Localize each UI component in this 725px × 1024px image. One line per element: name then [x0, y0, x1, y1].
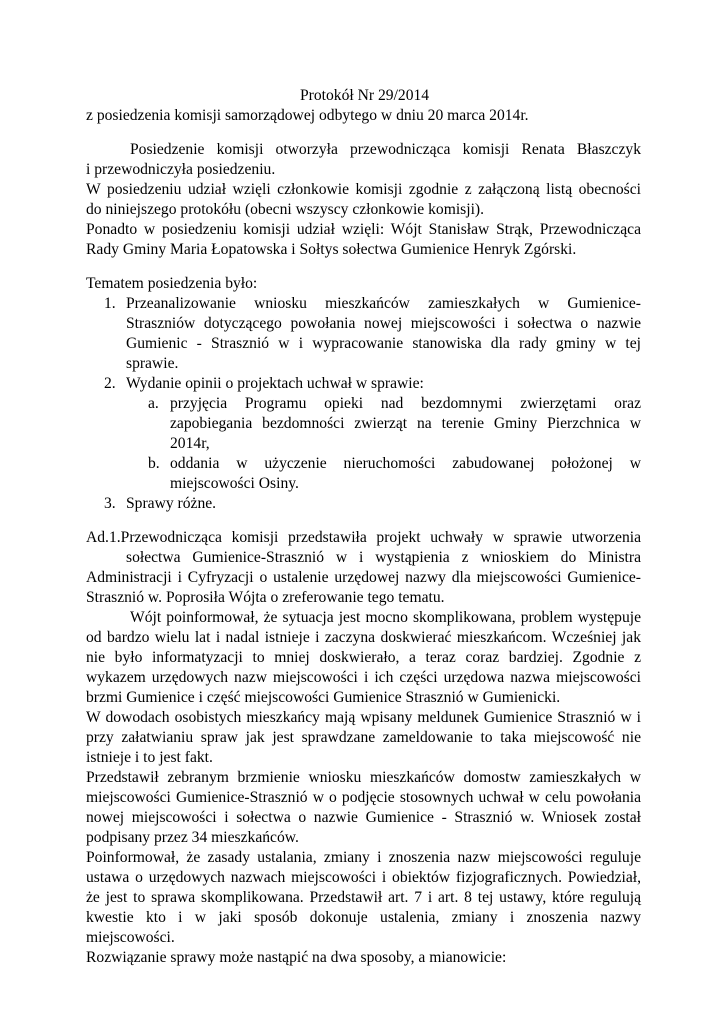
- ad1-line: istnieje i to jest fakt.: [86, 749, 213, 766]
- ad1-line: sołectwa Gumienice-Strasznió w i wystąpienia z wnioskiem do Ministra: [126, 549, 641, 566]
- intro-line: Ponadto w posiedzeniu komisji udział wzięli: Wójt Stanisław Strąk, Przewodnicząca: [86, 221, 641, 238]
- agenda-item-line: Wydanie opinii o projektach uchwał w sprawie:: [126, 375, 424, 392]
- protocol-subtitle: z posiedzenia komisji samorządowej odbytego w dniu 20 marca 2014r.: [86, 107, 529, 124]
- list-letter: a.: [148, 395, 159, 412]
- intro-line: Rady Gminy Maria Łopatowska i Sołtys sołectwa Gumienice Henryk Zgórski.: [86, 241, 577, 258]
- ad1-line: Poinformował, że zasady ustalania, zmiany i znoszenia nazw miejscowości reguluje: [86, 849, 641, 866]
- intro-line: do niniejszego protokółu (obecni wszyscy członkowie komisji).: [86, 201, 484, 218]
- ad1-line: miejscowości.: [86, 929, 175, 946]
- agenda-subitem-line: przyjęcia Programu opieki nad bezdomnymi zwierzętami oraz: [170, 395, 641, 412]
- agenda-item-line: Straszniów dotyczącego powołania nowej miejscowości i sołectwa o nazwie: [126, 315, 641, 332]
- ad1-line: od bardzo wielu lat i nadal istnieje i zaczyna doskwierać mieszkańcom. Wcześniej jak: [86, 629, 641, 646]
- intro-line: W posiedzeniu udział wzięli członkowie komisji zgodnie z załączoną listą obecności: [86, 181, 641, 198]
- list-letter: b.: [148, 455, 160, 472]
- agenda-subitem-line: 2014r,: [170, 435, 210, 452]
- ad1-line: Strasznió w. Poprosiła Wójta o zreferowanie tego tematu.: [86, 589, 445, 606]
- ad1-line: W dowodach osobistych mieszkańcy mają wpisany meldunek Gumienice Strasznió w i: [86, 709, 641, 726]
- list-number: 1.: [104, 295, 116, 312]
- agenda-item-line: Gumienic - Strasznió w i wypracowanie stanowiska dla rady gminy w tej: [126, 335, 641, 352]
- ad1-line: nie było informatyzacji to mniej doskwierało, a teraz coraz bardziej. Zgodnie z: [86, 649, 641, 666]
- list-number: 3.: [104, 495, 116, 512]
- agenda-item-line: sprawie.: [126, 355, 179, 372]
- intro-line: i przewodniczyła posiedzeniu.: [86, 161, 276, 178]
- ad1-line: że jest to sprawa skomplikowana. Przedstawił art. 7 i art. 8 tej ustawy, które regulują: [86, 889, 641, 906]
- ad1-line: Przedstawił zebranym brzmienie wniosku mieszkańców domostw zamieszkałych w: [86, 769, 641, 786]
- ad1-line: przy załatwianiu spraw jak jest sprawdzane zameldowanie to taka miejscowość nie: [86, 729, 641, 746]
- ad1-line: wykazem urzędowych nazw miejscowości i ich części urzędowa nazwa miejscowości: [86, 669, 641, 686]
- ad1-line: ustawa o urzędowych nazwach miejscowości i obiektów fizjograficznych. Powiedział,: [86, 869, 641, 886]
- ad1-line: podpisany przez 34 mieszkańców.: [86, 829, 299, 846]
- ad1-line: kwestie kto i w jaki sposób dokonuje ustalenia, zmiany i znoszenia nazwy: [86, 909, 641, 926]
- agenda-subitem-line: oddania w użyczenie nieruchomości zabudowanej położonej w: [170, 455, 641, 472]
- ad1-line: Rozwiązanie sprawy może nastąpić na dwa sposoby, a mianowicie:: [86, 949, 507, 966]
- ad1-line: Ad.1.Przewodnicząca komisji przedstawiła projekt uchwały w sprawie utworzenia: [86, 529, 641, 546]
- list-number: 2.: [104, 375, 116, 392]
- agenda-subitem-line: miejscowości Osiny.: [170, 475, 299, 492]
- ad1-line: Wójt poinformował, że sytuacja jest mocno skomplikowana, problem występuje: [130, 609, 641, 626]
- agenda-subitem-line: zapobiegania bezdomności zwierząt na terenie Gminy Pierzchnica w: [170, 415, 641, 432]
- protocol-title: Protokół Nr 29/2014: [300, 87, 430, 104]
- agenda-item-line: Przeanalizowanie wniosku mieszkańców zamieszkałych w Gumienice-: [126, 295, 641, 312]
- ad1-line: Administracji i Cyfryzacji o ustalenie urzędowej nazwy dla miejscowości Gumienice-: [86, 569, 641, 586]
- ad1-line: nowej miejscowości i sołectwa o nazwie Gumienice - Strasznió w. Wniosek został: [86, 809, 641, 826]
- intro-line: Posiedzenie komisji otworzyła przewodnicząca komisji Renata Błaszczyk: [130, 141, 641, 158]
- ad1-line: brzmi Gumienice i część miejscowości Gumienice Strasznió w Gumienicki.: [86, 689, 561, 706]
- agenda-heading: Tematem posiedzenia było:: [86, 275, 258, 292]
- agenda-item-line: Sprawy różne.: [126, 495, 217, 512]
- ad1-line: miejscowości Gumienice-Strasznió w o podjęcie stosownych uchwał w celu powołania: [86, 789, 641, 806]
